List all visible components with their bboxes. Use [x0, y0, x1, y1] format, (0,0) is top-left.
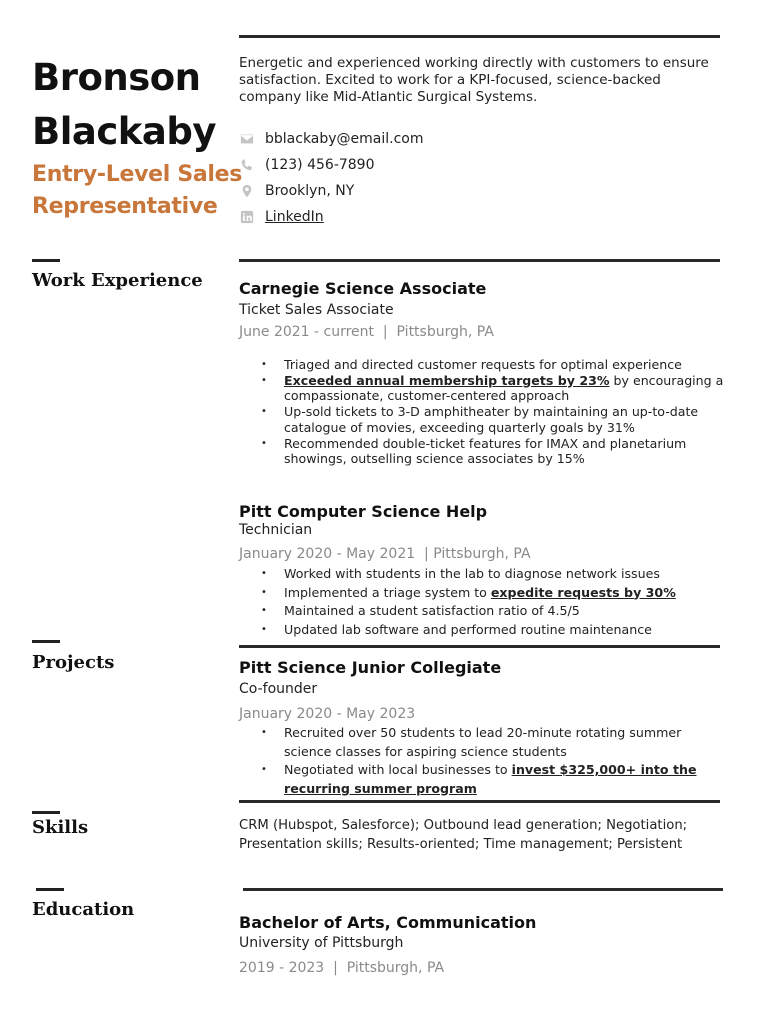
project-title: Pitt Science Junior Collegiate — [239, 658, 502, 677]
job-role: Technician — [239, 522, 313, 538]
school: University of Pittsburgh — [239, 935, 404, 951]
job-title: Pitt Computer Science Help — [239, 502, 488, 521]
list-item: • Worked with students in the lab to diagnose network issues — [239, 565, 729, 584]
job-title-line2: Representative — [32, 194, 218, 219]
location-text: Brooklyn, NY — [265, 183, 355, 199]
phone-icon — [240, 158, 254, 172]
summary-line: company like Mid-Atlantic Surgical Systems. — [239, 89, 538, 105]
summary-line: Energetic and experienced working directly with customers to ensure — [239, 55, 709, 71]
contact-email — [240, 129, 424, 149]
section-title-projects: Projects — [32, 652, 115, 673]
education-divider — [243, 888, 723, 891]
last-name: Blackaby — [32, 110, 216, 153]
list-item: • Triaged and directed customer requests for optimal experience — [239, 357, 729, 373]
section-title-education: Education — [32, 899, 135, 920]
list-item: • Updated lab software and performed routine maintenance — [239, 621, 729, 640]
section-title-skills: Skills — [32, 817, 89, 838]
list-item: • Negotiated with local businesses to invest $325,000+ into the recurring summer program — [239, 761, 729, 798]
skills-list — [239, 816, 687, 854]
summary-line: satisfaction. Excited to work for a KPI-focused, science-backed — [239, 72, 661, 88]
section-marker — [36, 888, 64, 891]
work-divider — [239, 259, 720, 262]
list-item: • Recruited over 50 students to lead 20-minute rotating summer science classes for aspiring science students — [239, 724, 729, 761]
section-marker — [32, 259, 60, 262]
contact-linkedin — [240, 207, 324, 227]
linkedin-icon — [240, 210, 254, 224]
phone-text: (123) 456-7890 — [265, 157, 375, 173]
list-item: • Exceeded annual membership targets by 23% by encouraging a compassionate, customer-centered approach — [239, 373, 729, 404]
job-title-line1: Entry-Level Sales — [32, 162, 243, 187]
envelope-icon — [240, 132, 254, 146]
contact-phone — [240, 155, 375, 175]
job-meta: January 2020 - May 2021 | Pittsburgh, PA — [239, 546, 531, 562]
section-marker — [32, 640, 60, 643]
job-bullets — [239, 357, 729, 467]
job-title: Carnegie Science Associate — [239, 279, 487, 298]
summary — [239, 55, 729, 106]
skills-line: CRM (Hubspot, Salesforce); Outbound lead generation; Negotiation; — [239, 818, 688, 833]
degree: Bachelor of Arts, Communication — [239, 913, 537, 932]
list-item: • Recommended double-ticket features for IMAX and planetarium showings, outselling science associates by 15% — [239, 436, 729, 467]
project-meta: January 2020 - May 2023 — [239, 706, 416, 722]
top-divider — [239, 35, 720, 38]
list-item: • Maintained a student satisfaction ratio of 4.5/5 — [239, 602, 729, 621]
contact-location — [240, 181, 354, 201]
education-meta: 2019 - 2023 | Pittsburgh, PA — [239, 960, 445, 976]
skills-divider — [239, 800, 720, 803]
first-name: Bronson — [32, 56, 201, 99]
list-item: • Implemented a triage system to expedite requests by 30% — [239, 584, 729, 603]
project-bullets — [239, 724, 729, 798]
projects-divider — [239, 645, 720, 648]
list-item: • Up-sold tickets to 3-D amphitheater by maintaining an up-to-date catalogue of movies, exceeding quarterly goals by 31% — [239, 404, 729, 435]
section-title-work: Work Experience — [32, 270, 203, 291]
map-pin-icon — [240, 184, 254, 198]
job-bullets — [239, 565, 729, 639]
email-text[interactable]: bblackaby@email.com — [265, 131, 424, 147]
section-marker — [32, 811, 60, 814]
job-role: Ticket Sales Associate — [239, 302, 394, 318]
skills-line: Presentation skills; Results-oriented; Time management; Persistent — [239, 837, 683, 852]
job-meta: June 2021 - current | Pittsburgh, PA — [239, 324, 494, 340]
project-role: Co-founder — [239, 681, 318, 697]
linkedin-link[interactable]: LinkedIn — [265, 209, 324, 225]
